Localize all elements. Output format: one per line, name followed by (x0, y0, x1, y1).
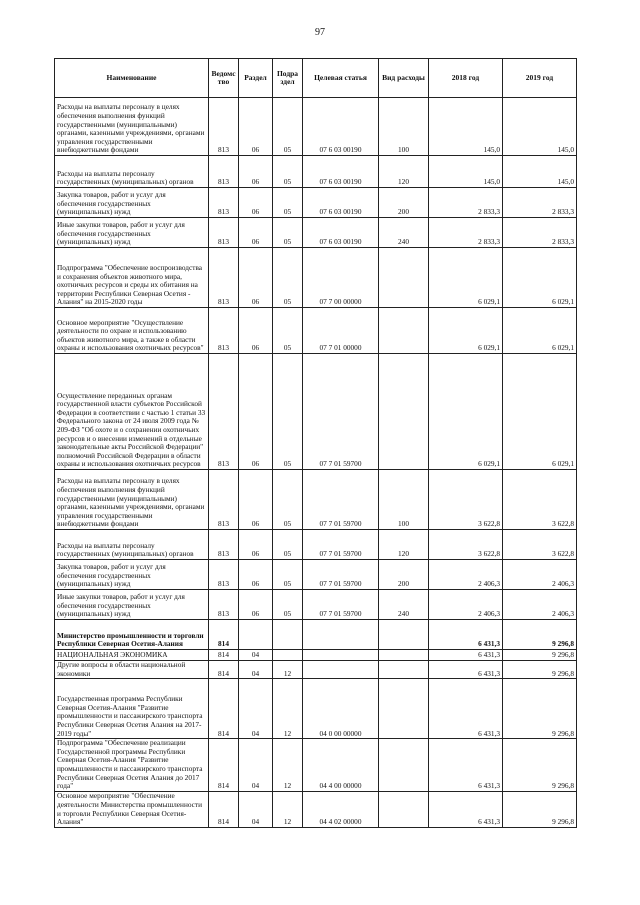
row-section: 06 (239, 560, 273, 590)
row-section (239, 620, 273, 650)
row-name: Расходы на выплаты персоналу в целях обеспечения выполнения функций государственными (муниципальными) органами, казенными учреждениями, органами управления государственными внебюджетными фондами (55, 470, 209, 530)
row-kind: 240 (379, 218, 429, 248)
row-kind: 200 (379, 560, 429, 590)
table-row (55, 590, 577, 620)
page-number: 97 (315, 27, 325, 38)
row-2019: 9 296,8 (503, 791, 577, 827)
table-row (55, 188, 577, 218)
row-dept: 814 (209, 679, 239, 739)
row-kind: 120 (379, 530, 429, 560)
row-subsection: 05 (273, 354, 303, 470)
budget-table (54, 58, 577, 828)
row-2018: 6 029,1 (429, 248, 503, 308)
row-subsection: 05 (273, 590, 303, 620)
header-kind: Вид расходы (379, 59, 429, 98)
row-dept: 813 (209, 354, 239, 470)
row-2019: 6 029,1 (503, 308, 577, 354)
row-target: 07 7 01 00000 (303, 308, 379, 354)
row-kind: 200 (379, 188, 429, 218)
row-section: 04 (239, 791, 273, 827)
row-2019: 9 296,8 (503, 650, 577, 661)
row-section: 06 (239, 354, 273, 470)
row-subsection: 12 (273, 739, 303, 792)
row-name: Другие вопросы в области национальной экономики (55, 661, 209, 679)
row-kind (379, 354, 429, 470)
row-2018: 3 622,8 (429, 470, 503, 530)
row-name: Расходы на выплаты персоналу государственных (муниципальных) органов (55, 156, 209, 188)
header-dept: Ведомс тво (209, 59, 239, 98)
row-2018: 2 833,3 (429, 188, 503, 218)
row-target: 04 4 02 00000 (303, 791, 379, 827)
row-2019: 2 833,3 (503, 218, 577, 248)
row-2019: 145,0 (503, 98, 577, 156)
row-name: Закупка товаров, работ и услуг для обеспечения государственных (муниципальных) нужд (55, 188, 209, 218)
header-2019: 2019 год (503, 59, 577, 98)
row-name: Основное мероприятие "Обеспечение деятельности Министерства промышленности и торговли Республики Северная Осетия-Алания" (55, 791, 209, 827)
row-dept: 813 (209, 248, 239, 308)
row-2018: 2 406,3 (429, 560, 503, 590)
row-target: 07 7 01 59700 (303, 530, 379, 560)
row-dept: 814 (209, 650, 239, 661)
row-section: 04 (239, 679, 273, 739)
row-2019: 2 833,3 (503, 188, 577, 218)
row-subsection: 05 (273, 156, 303, 188)
row-subsection: 12 (273, 679, 303, 739)
row-subsection: 05 (273, 98, 303, 156)
row-2019: 2 406,3 (503, 560, 577, 590)
row-target: 04 4 00 00000 (303, 739, 379, 792)
row-2018: 145,0 (429, 98, 503, 156)
row-section: 04 (239, 661, 273, 679)
row-2018: 6 431,3 (429, 650, 503, 661)
row-target: 07 7 00 00000 (303, 248, 379, 308)
row-name: Иные закупки товаров, работ и услуг для обеспечения государственных (муниципальных) нужд (55, 218, 209, 248)
row-name: Министерство промышленности и торговли Республики Северная Осетия-Алания (55, 620, 209, 650)
row-section: 06 (239, 188, 273, 218)
row-2019: 6 029,1 (503, 248, 577, 308)
row-subsection (273, 650, 303, 661)
table-row (55, 661, 577, 679)
row-subsection: 05 (273, 308, 303, 354)
row-kind (379, 248, 429, 308)
row-target (303, 650, 379, 661)
row-name: Подпрограмма "Обеспечение воспроизводства и сохранения объектов животного мира, охотничьих ресурсов и среды их обитания на территории Республики Северная Осетия - Алания" на 2015-2020 годы (55, 248, 209, 308)
row-2018: 6 431,3 (429, 620, 503, 650)
table-row (55, 308, 577, 354)
row-subsection: 05 (273, 188, 303, 218)
row-2019: 3 622,8 (503, 530, 577, 560)
row-target: 07 6 03 00190 (303, 156, 379, 188)
row-name: Государственная программа Республики Северная Осетия-Алания "Развитие промышленности и пассажирского транспорта Республики Северная Осетия Алания на 2017-2019 годы" (55, 679, 209, 739)
row-dept: 813 (209, 560, 239, 590)
row-section: 06 (239, 308, 273, 354)
row-target: 07 6 03 00190 (303, 188, 379, 218)
header-subsection: Подра здел (273, 59, 303, 98)
row-2019: 9 296,8 (503, 661, 577, 679)
row-kind (379, 650, 429, 661)
row-target: 07 7 01 59700 (303, 590, 379, 620)
header-section: Раздел (239, 59, 273, 98)
table-row (55, 650, 577, 661)
row-kind: 120 (379, 156, 429, 188)
header-target: Целевая статья (303, 59, 379, 98)
table-row (55, 560, 577, 590)
row-subsection: 05 (273, 248, 303, 308)
row-2018: 6 029,1 (429, 354, 503, 470)
row-dept: 813 (209, 530, 239, 560)
row-kind (379, 661, 429, 679)
row-2018: 3 622,8 (429, 530, 503, 560)
row-section: 06 (239, 156, 273, 188)
row-kind (379, 679, 429, 739)
row-dept: 814 (209, 620, 239, 650)
row-2018: 6 431,3 (429, 679, 503, 739)
row-target: 04 0 00 00000 (303, 679, 379, 739)
row-2018: 2 833,3 (429, 218, 503, 248)
table-row (55, 679, 577, 739)
row-dept: 813 (209, 470, 239, 530)
row-kind (379, 308, 429, 354)
row-section: 06 (239, 218, 273, 248)
row-subsection: 05 (273, 560, 303, 590)
row-name: Расходы на выплаты персоналу государственных (муниципальных) органов (55, 530, 209, 560)
row-dept: 813 (209, 590, 239, 620)
row-2019: 9 296,8 (503, 739, 577, 792)
row-target (303, 620, 379, 650)
row-name: НАЦИОНАЛЬНАЯ ЭКОНОМИКА (55, 650, 209, 661)
header-2018: 2018 год (429, 59, 503, 98)
row-2019: 9 296,8 (503, 679, 577, 739)
row-subsection: 05 (273, 470, 303, 530)
row-dept: 813 (209, 98, 239, 156)
row-kind (379, 620, 429, 650)
table-row (55, 156, 577, 188)
table-row (55, 739, 577, 792)
row-target: 07 6 03 00190 (303, 98, 379, 156)
row-name: Осуществление переданных органам государственной власти субъектов Российской Федерации в соответствии с частью 1 статьи 33 Федерального закона от 24 июля 2009 года № 209-ФЗ "Об охоте и о сохранении охотничьих ресурсов и о внесении изменений в отдельные законодательные акты Российской Федерации" полномочий Российской Федерации в области охраны и использования охотничьих ресурсов (55, 354, 209, 470)
table-row (55, 791, 577, 827)
row-dept: 813 (209, 308, 239, 354)
row-kind: 100 (379, 470, 429, 530)
row-2018: 6 431,3 (429, 791, 503, 827)
row-2019: 2 406,3 (503, 590, 577, 620)
row-2019: 3 622,8 (503, 470, 577, 530)
table-body (55, 98, 577, 828)
row-dept: 814 (209, 739, 239, 792)
row-2018: 145,0 (429, 156, 503, 188)
row-target: 07 7 01 59700 (303, 354, 379, 470)
row-dept: 813 (209, 156, 239, 188)
row-subsection: 12 (273, 791, 303, 827)
row-kind (379, 739, 429, 792)
table-row (55, 620, 577, 650)
row-subsection: 05 (273, 530, 303, 560)
header-name: Наименование (55, 59, 209, 98)
row-name: Основное мероприятие "Осуществление деятельности по охране и использованию объектов животного мира, а также в области охраны и использования охотничьих ресурсов" (55, 308, 209, 354)
table-row (55, 98, 577, 156)
table-row (55, 218, 577, 248)
row-section: 06 (239, 590, 273, 620)
row-name: Закупка товаров, работ и услуг для обеспечения государственных (муниципальных) нужд (55, 560, 209, 590)
row-subsection: 05 (273, 218, 303, 248)
table-row (55, 470, 577, 530)
row-section: 06 (239, 248, 273, 308)
row-target (303, 661, 379, 679)
row-2018: 6 431,3 (429, 739, 503, 792)
row-section: 06 (239, 470, 273, 530)
row-section: 06 (239, 530, 273, 560)
row-dept: 813 (209, 188, 239, 218)
row-dept: 814 (209, 791, 239, 827)
table-row (55, 354, 577, 470)
row-kind: 240 (379, 590, 429, 620)
row-kind (379, 791, 429, 827)
row-2019: 6 029,1 (503, 354, 577, 470)
row-name: Подпрограмма "Обеспечение реализации Государственной программы Республики Северная Осетия-Алания "Развитие промышленности и пассажирского транспорта Республики Северная Осетия Алания до 2017 года" (55, 739, 209, 792)
table-row (55, 530, 577, 560)
table-row (55, 248, 577, 308)
row-2018: 6 431,3 (429, 661, 503, 679)
row-kind: 100 (379, 98, 429, 156)
table-header-row (55, 59, 577, 98)
row-section: 04 (239, 650, 273, 661)
row-section: 06 (239, 98, 273, 156)
row-target: 07 7 01 59700 (303, 470, 379, 530)
row-2019: 145,0 (503, 156, 577, 188)
row-2018: 6 029,1 (429, 308, 503, 354)
row-dept: 814 (209, 661, 239, 679)
row-target: 07 7 01 59700 (303, 560, 379, 590)
row-name: Расходы на выплаты персоналу в целях обеспечения выполнения функций государственными (муниципальными) органами, казенными учреждениями, органами управления государственными внебюджетными фондами (55, 98, 209, 156)
row-2019: 9 296,8 (503, 620, 577, 650)
row-2018: 2 406,3 (429, 590, 503, 620)
row-name: Иные закупки товаров, работ и услуг для обеспечения государственных (муниципальных) нужд (55, 590, 209, 620)
row-target: 07 6 03 00190 (303, 218, 379, 248)
row-dept: 813 (209, 218, 239, 248)
row-subsection: 12 (273, 661, 303, 679)
row-section: 04 (239, 739, 273, 792)
row-subsection (273, 620, 303, 650)
